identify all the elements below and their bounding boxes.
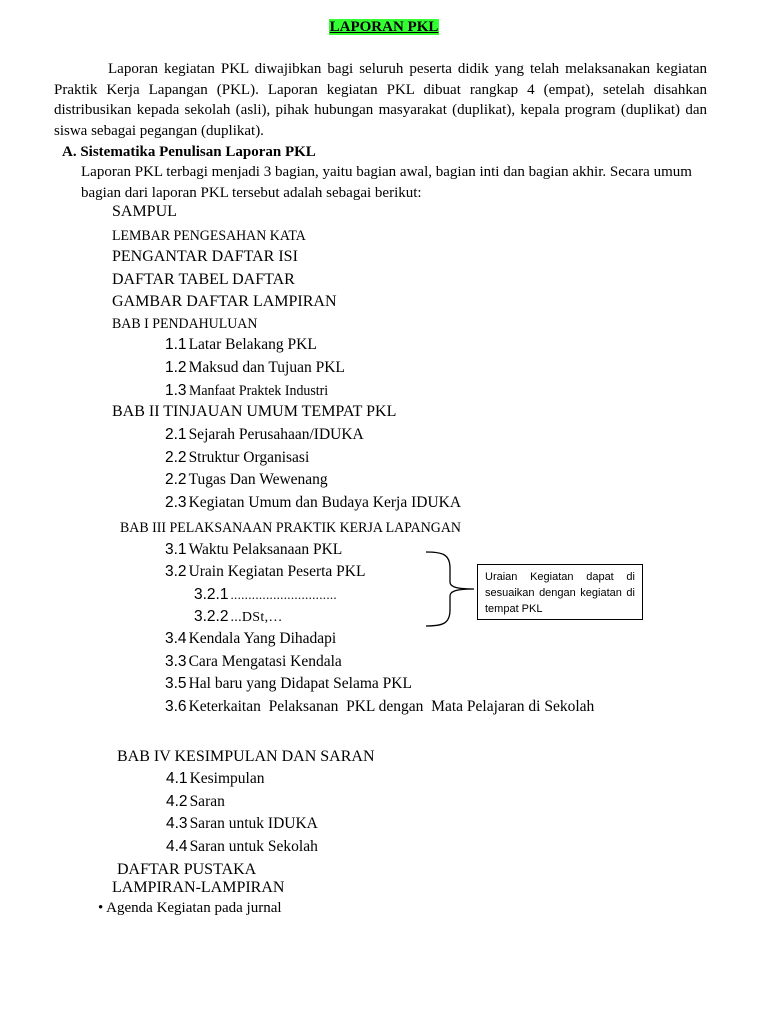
toc-item-number: 3.4: [165, 630, 187, 647]
toc-item-text: Waktu Pelaksanaan PKL: [188, 541, 343, 558]
toc-item-text: Hal baru yang Didapat Selama PKL: [188, 675, 412, 692]
toc-item: [165, 540, 342, 560]
chapter-title: BAB IV KESIMPULAN DAN SARAN: [117, 748, 375, 765]
toc-item-number: 1.2: [165, 359, 187, 376]
toc-item: [165, 652, 342, 672]
back-matter-item: DAFTAR PUSTAKA: [117, 861, 257, 878]
toc-item-number: 3.5: [165, 675, 187, 692]
document-title-text: LAPORAN PKL: [329, 19, 439, 35]
toc-item: [165, 381, 334, 401]
toc-item-number: 3.2.2: [194, 608, 229, 625]
toc-item-number: 3.1: [165, 541, 187, 558]
toc-item-text: Latar Belakang PKL: [188, 336, 317, 353]
curly-brace-icon: [424, 548, 476, 630]
toc-item-text: Sejarah Perusahaan/IDUKA: [188, 426, 364, 443]
toc-item-number: 3.6: [165, 698, 187, 715]
toc-item: [165, 562, 365, 582]
toc-item-text: Kegiatan Umum dan Budaya Kerja IDUKA: [188, 494, 462, 511]
toc-item-number: 1.3: [165, 382, 187, 399]
front-matter-item: LEMBAR PENGESAHAN KATA: [112, 228, 306, 244]
toc-item-text: Cara Mengatasi Kendala: [188, 653, 342, 670]
bullet-item: • Agenda Kegiatan pada jurnal: [98, 900, 282, 916]
intro-paragraph: [54, 59, 707, 141]
toc-item: [166, 814, 318, 834]
toc-item-number: 4.4: [166, 838, 188, 855]
front-matter-item: DAFTAR TABEL DAFTAR: [112, 271, 295, 288]
toc-subitem: [194, 585, 337, 605]
toc-item-text: ..............................: [230, 587, 337, 602]
toc-item-number: 2.2: [165, 471, 187, 488]
toc-item: [165, 629, 336, 649]
chapter-title: BAB III PELAKSANAAN PRAKTIK KERJA LAPANGAN: [120, 520, 461, 536]
front-matter-item: PENGANTAR DAFTAR ISI: [112, 248, 298, 265]
toc-item: [165, 470, 328, 490]
section-a-heading: A. Sistematika Penulisan Laporan PKL: [62, 144, 316, 160]
toc-item-number: 3.2: [165, 563, 187, 580]
toc-subitem: [194, 607, 283, 628]
toc-item-text: Kendala Yang Dihadapi: [188, 630, 337, 647]
back-matter-item: LAMPIRAN-LAMPIRAN: [112, 879, 285, 896]
front-matter-item: GAMBAR DAFTAR LAMPIRAN: [112, 293, 337, 310]
toc-item-text: Manfaat Praktek Industri: [188, 383, 328, 399]
toc-item-text: Tugas Dan Wewenang: [188, 471, 328, 488]
toc-item-number: 3.3: [165, 653, 187, 670]
toc-item-text: Kesimpulan: [189, 770, 265, 787]
toc-item: [166, 769, 264, 789]
toc-item: [165, 335, 317, 355]
toc-item: [165, 425, 364, 445]
toc-item-text: ...DSt,…: [230, 610, 283, 625]
toc-item-number: 4.2: [166, 793, 188, 810]
document-title: [0, 17, 768, 37]
toc-item-number: 2.2: [165, 449, 187, 466]
toc-item-text: Maksud dan Tujuan PKL: [188, 359, 345, 376]
toc-item-number: 1.1: [165, 336, 187, 353]
toc-item: [165, 493, 461, 513]
toc-item: [166, 792, 225, 812]
front-matter-item: SAMPUL: [112, 203, 177, 220]
toc-item: [165, 358, 345, 378]
toc-item-number: 4.3: [166, 815, 188, 832]
toc-item-number: 2.3: [165, 494, 187, 511]
toc-item-text: Saran untuk Sekolah: [189, 838, 318, 855]
section-a-paragraph: Laporan PKL terbagi menjadi 3 bagian, yaitu bagian awal, bagian inti dan bagian akhir. Secara umum bagian dari laporan PKL tersebut adalah sebagai berikut:: [81, 164, 692, 201]
toc-item-number: 2.1: [165, 426, 187, 443]
toc-item-text: Keterkaitan Pelaksanan PKL dengan Mata Pelajaran di Sekolah: [188, 698, 595, 715]
toc-item-text: Struktur Organisasi: [188, 449, 310, 466]
chapter-title: BAB I PENDAHULUAN: [112, 316, 258, 332]
intro-paragraph-text: Laporan kegiatan PKL diwajibkan bagi seluruh peserta didik yang telah melaksanakan kegiatan Praktik Kerja Lapangan (PKL). Laporan kegiatan PKL dibuat rangkap 4 (empat), setelah disahkan distribusikan kepada sekolah (asli), pihak hubungan masyarakat (duplikat), kepala program (duplikat) dan siswa sebagai pegangan (duplikat).: [54, 61, 707, 139]
toc-item-text: Saran untuk IDUKA: [189, 815, 318, 832]
toc-item: [166, 837, 318, 857]
toc-item-number: 3.2.1: [194, 586, 229, 603]
toc-item: [165, 448, 309, 468]
toc-item: [165, 674, 412, 694]
toc-item-text: Urain Kegiatan Peserta PKL: [188, 563, 366, 580]
toc-item-number: 4.1: [166, 770, 188, 787]
note-box: Uraian Kegiatan dapat di sesuaikan dengan kegiatan di tempat PKL: [477, 564, 643, 620]
toc-item-text: Saran: [189, 793, 225, 810]
toc-item: [165, 697, 594, 717]
chapter-title: BAB II TINJAUAN UMUM TEMPAT PKL: [112, 403, 397, 420]
